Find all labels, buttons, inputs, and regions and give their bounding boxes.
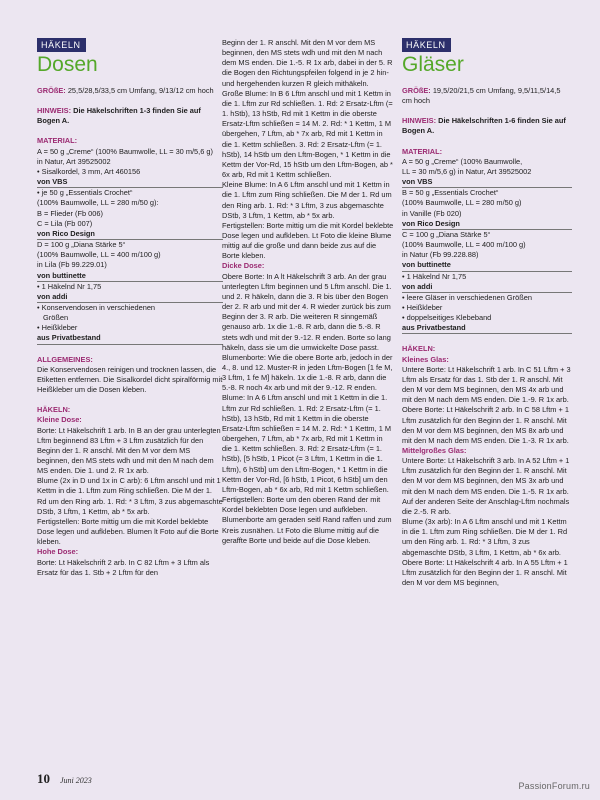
- crochet-heading: HÄKELN:: [37, 405, 71, 415]
- subheading-high-can: Hohe Dose:: [37, 547, 79, 557]
- column-glaeser: [402, 38, 572, 588]
- column-dosen-left: [37, 38, 223, 578]
- supplier-line: aus Privatbestand: [37, 333, 223, 344]
- instruction-paragraph: Fertigstellen: Borte mittig um die mit Kordel beklebte Dose legen und aufkleben. Blumen lt Foto auf die Borte kleben.: [37, 516, 219, 547]
- supplier-line: von addi: [37, 292, 223, 303]
- material-line: • doppelseitiges Klebeband: [402, 313, 492, 323]
- instruction-paragraph: Borte: Lt Häkelschrift 1 arb. In B an der grau unterlegten Lftm beginnend 83 Lftm + 3 Lftm zusätzlich für den Beginn der 1. R anschl. Mit den M vor dem MS beginnen, den MS stets wdh und mit den M nach dem MS enden. Die 1. und 2. R 1x arb.: [37, 425, 221, 476]
- material-line: (100% Baumwolle, LL = 280 m/50 g):: [37, 198, 159, 208]
- material-line: B = Flieder (Fb 006): [37, 208, 103, 218]
- column-dosen-middle: [222, 38, 394, 546]
- supplier-line: von VBS: [37, 177, 223, 188]
- watermark: PassionForum.ru: [518, 781, 590, 791]
- size-paragraph: GRÖßE: 25,5/28,5/33,5 cm Umfang, 9/13/12 cm hoch: [37, 86, 214, 95]
- section-tag: HÄKELN: [37, 38, 86, 52]
- supplier-line: von buttinette: [37, 271, 223, 282]
- instruction-paragraph: Fertigstellen: Borte mittig um die mit Kordel beklebte Dose legen und aufkleben. Lt Foto die kleine Blume mittig auf die große und dann beide zus auf die Borte kleben.: [222, 220, 394, 261]
- instruction-paragraph: Fertigstellen: Borte um den oberen Rand der mit Kordel beklebten Dose legen und aufkleben. Blumenborte am geraden seitl Rand raffen und zum Kreis zusnähen. Lt Foto die Blume mittig auf die geraffte Borte und beide auf die Dose kleben.: [222, 495, 392, 545]
- material-line: C = 100 g „Diana Stärke 5“: [402, 229, 491, 239]
- supplier-line: von buttinette: [402, 260, 572, 271]
- material-line: • 1 Häkelnd Nr 1,75: [402, 271, 467, 281]
- instruction-paragraph: Untere Borte: Lt Häkelschrift 1 arb. In C 51 Lftm + 3 Lftm als Ersatz für das 1. Stb der 1. R anschl. Mit den M vor dem MS beginnen, den MS 4x arb und mit den M nach dem MS enden. Die 1.-9. R 1x arb.: [402, 364, 571, 405]
- material-line: • je 50 g „Essentials Crochet“: [37, 188, 133, 198]
- section-tag: HÄKELN: [402, 38, 451, 52]
- material-heading: MATERIAL:: [37, 136, 78, 146]
- material-line: in Natur (Fb 99.228.88): [402, 250, 479, 260]
- material-line: A = 50 g „Creme“ (100% Baumwolle, LL = 30 m/5,6 g): [37, 146, 213, 156]
- hint-paragraph: HINWEIS: Die Häkelschriften 1-6 finden Sie auf Bogen A.: [402, 116, 566, 136]
- page-title: Dosen: [37, 53, 98, 76]
- material-line: (100% Baumwolle, LL = 400 m/100 g): [402, 240, 526, 250]
- supplier-line: von Rico Design: [402, 219, 572, 230]
- instruction-paragraph: Kleine Blume: In A 6 Lftm anschl und mit 1 Kettm in die 1. Lftm zum Ring schließen. Die M der 1. Rd um den Ring arb. 1. Rd: * 3 Lftm, 3 zus abgemaschte DStb, 3 Lftm, 1 Kettm, ab * 5x arb.: [222, 180, 392, 220]
- supplier-line: von VBS: [402, 177, 572, 188]
- instruction-paragraph: Blume: In A 6 Lftm anschl und mit 1 Kettm in die 1. Lftm zur Rd schließen. 1. Rd: 2 Ersatz-Lftm (= 1. hStb), 13 hStb, Rd mit 1 Kettm in die oberste Ersatz-Lftm schließen = 14 M. 2. Rd: * 1 Kettm, 1 M übergehen, 7 Lftm, ab * 7x arb, Rd mit 1 Kettm in die 1. Kettm schließen. 3. Rd: 2 Ersatz-Lftm (= 1. hStb), [5 hStb, 1 Picot (= 3 Lftm, 1 Kettm in die 1. Lftm), 6 hStb] um den Lftm-Bogen, * 1 Kettm in die Kettm der Vor-Rd, [6 hStb, 1 Picot, 6 hStb] um den Lftm-Bogen, ab * 6x arb, Rd mit 1 Kettm schließen.: [222, 393, 392, 494]
- subheading-small-can: Kleine Dose:: [37, 415, 82, 425]
- material-line: (100% Baumwolle, LL = 400 m/100 g): [37, 250, 161, 260]
- subheading-small-glass: Kleines Glas:: [402, 354, 449, 364]
- material-line: • Heißkleber: [402, 302, 443, 312]
- material-line: • Heißkleber: [37, 323, 78, 333]
- instruction-paragraph: Obere Borte: Lt Häkelschrift 2 arb. In C 58 Lftm + 1 Lftm zusätzlich für den Beginn der 1. R anschl. Mit den M vor dem MS beginnen, den MS 8x arb und mit den M nach dem MS enden. Die 1.-3. R 1x arb.: [402, 405, 569, 445]
- material-line: C = Lila (Fb 007): [37, 218, 93, 228]
- general-text: Die Konservendosen reinigen und trocknen lassen, die Etiketten entfernen. Die Sisalkordel dicht spiralförmig mit Heißkleber um die Dosen kleben.: [37, 364, 223, 395]
- instruction-paragraph: Blume (2x in D und 1x in C arb): 6 Lftm anschl und mit 1 Kettm in die 1. Lftm zum Ring schließen. Die M der 1. Rd um den Ring arb. 1. Rd: * 3 Lftm, 3 zus abgemaschte DStb, 3 Lftm, 1 Kettm, ab * 5x arb.: [37, 476, 223, 516]
- material-line: • Sisalkordel, 3 mm, Art 460156: [37, 166, 141, 176]
- instruction-paragraph: Borte: Lt Häkelschrift 2 arb. In C 82 Lftm + 3 Lftm als Ersatz für das 1. Stb + 2 Lftm für den: [37, 557, 210, 577]
- instruction-paragraph: Beginn der 1. R anschl. Mit den M vor dem MS beginnen, den MS stets wdh und mit den M nach dem MS enden. Die 1.-5. R 1x arb, dabei in der 5. R die Bogen den Richtungspfeilen folgend in je 2 hin- und hergehenden kurzen R gleich mithäkeln.: [222, 38, 393, 88]
- material-line: in Natur, Art 39525002: [37, 156, 111, 166]
- material-line: Größen: [43, 313, 69, 323]
- issue-date: Juni 2023: [60, 776, 92, 785]
- supplier-line: von addi: [402, 282, 572, 293]
- material-line: in Lila (Fb 99.229.01): [37, 260, 107, 270]
- material-line: LL = 30 m/5,6 g) in Natur, Art 39525002: [402, 166, 532, 176]
- hint-paragraph: HINWEIS: Die Häkelschriften 1-3 finden Sie auf Bogen A.: [37, 106, 201, 126]
- material-heading: MATERIAL:: [402, 146, 443, 156]
- instruction-paragraph: Blume (3x arb): In A 6 Lftm anschl und mit 1 Kettm in die 1. Lftm zum Ring schließen. Die M der 1. Rd um den Ring arb. 1. Rd: * 3 Lftm, 3 zus abgemaschte DStb, 3 Lftm, 1 Kettm, ab * 6x arb.: [402, 517, 568, 557]
- instruction-paragraph: Obere Borte: In A lt Häkelschrift 3 arb. An der grau unterlegten Lftm beginnen und 5 Lftm anschl. Die 1. und 2. R häkeln, dann die 3. R bis über den Bogen der 2. R arb und mit der 4. R wieder zurück bis zum Beginn der 3. R arb. Die weiteren R sinngemäß genauso arb. 1x die 1.-8. R arb, dann die 5.-8. R stets wdh und mit der 9.-12. R enden. Borte so lang häkeln, dass sie um die umwickelte Dose passt.: [222, 271, 392, 352]
- subheading-medium-glass: Mittelgroßes Glas:: [402, 446, 467, 455]
- instruction-paragraph: Untere Borte: Lt Häkelschrift 3 arb. In A 52 Lftm + 1 Lftm zusätzlich für den Beginn der 1. R anschl. Mit den M vor dem MS beginnen, den MS 3x arb und mit den M nach dem MS enden. Die 1.-5. R 1x arb. Auf der anderen Seite der Anschlag-Lftm nochmals die 2.-5. R arb.: [402, 456, 570, 516]
- instruction-paragraph: Blumenborte: Wie die obere Borte arb, jedoch in der 4., 8. und 12. Muster-R in jeden Lftm-Bogen [1 fe M, 3 Lftm, 1 fe M] häkeln. 1x die 1.-8. R arb, dann die 5.-8. R noch 4x arb und mit der 9.-12. R enden.: [222, 352, 393, 393]
- supplier-line: von Rico Design: [37, 229, 223, 240]
- material-line: A = 50 g „Creme“ (100% Baumwolle,: [402, 156, 523, 166]
- crochet-heading: HÄKELN:: [402, 344, 436, 354]
- material-line: B = 50 g „Essentials Crochet“: [402, 188, 499, 198]
- instruction-paragraph: Große Blume: In B 6 Lftm anschl und mit 1 Kettm in die 1. Lftm zur Rd schließen. 1. Rd: 2 Ersatz-Lftm (= 1. hStb), 13 hStb, Rd mit 1 Kettm in die oberste Ersatz-Lftm schließen = 14 M. 2. Rd: * 1 Kettm, 1 M übergehen, 7 Lftm, ab * 7x arb, Rd mit 1 Kettm in die 1. Kettm schließen. 3. Rd: 2 Ersatz-Lftm (= 1. hStb), 14 hStb um den Lftm-Bogen, * 1 Kettm in die Kettm der Vor-Rd, 15 hStb um den Lftm-Bogen, ab * 6x arb, Rd mit 1 Kettm schließen.: [222, 88, 393, 180]
- material-line: D = 100 g „Diana Stärke 5“: [37, 240, 126, 250]
- material-line: • 1 Häkelnd Nr 1,75: [37, 281, 102, 291]
- size-paragraph: GRÖßE: 19,5/20/21,5 cm Umfang, 9,5/11,5/14,5 cm hoch: [402, 86, 561, 106]
- material-line: in Vanille (Fb 020): [402, 208, 462, 218]
- supplier-line: aus Privatbestand: [402, 323, 572, 334]
- general-heading: ALLGEMEINES:: [37, 354, 93, 364]
- page-number: 10: [37, 771, 50, 786]
- material-line: • Konservendosen in verschiedenen: [37, 302, 156, 312]
- material-line: • leere Gläser in verschiedenen Größen: [402, 292, 532, 302]
- section-title: Gläser: [402, 53, 464, 76]
- material-line: (100% Baumwolle, LL = 280 m/50 g): [402, 198, 522, 208]
- subheading-thick-can: Dicke Dose:: [222, 261, 265, 271]
- page-footer: [37, 770, 92, 788]
- instruction-paragraph: Obere Borte: Lt Häkelschrift 4 arb. In A 55 Lftm + 1 Lftm zusätzlich für den Beginn der 1. R anschl. Mit den M vor dem MS beginnen,: [402, 557, 568, 588]
